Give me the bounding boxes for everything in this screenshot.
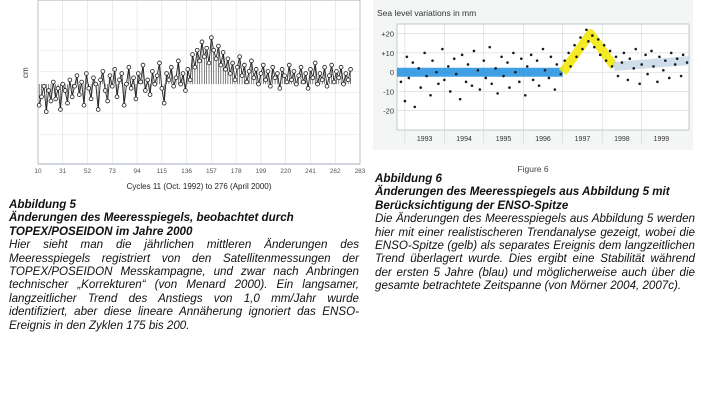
chart-6-point xyxy=(609,50,612,53)
chart-6-point xyxy=(455,73,458,76)
figure-5-title: Änderungen des Meeresspiegels, beobachtet durch TOPEX/POSEIDON im Jahre 2000 xyxy=(9,211,294,238)
chart-5-x-tick-label: 199 xyxy=(255,168,267,175)
chart-5-point xyxy=(158,61,162,65)
chart-6-point xyxy=(668,77,671,80)
chart-5-point xyxy=(54,97,58,101)
chart-6-plot-area xyxy=(397,24,689,130)
chart-6-y-tick-label: 0 xyxy=(389,68,394,78)
chart-5-point xyxy=(176,59,180,63)
chart-5-point xyxy=(143,89,147,93)
chart-5-x-tick-label: 52 xyxy=(83,168,92,175)
chart-6-point xyxy=(411,61,414,64)
chart-6-point xyxy=(508,86,511,89)
chart-5-point xyxy=(101,70,105,74)
figure-5-chart xyxy=(21,0,366,195)
chart-6-point xyxy=(611,65,614,68)
chart-5-point xyxy=(200,40,204,44)
chart-5-point xyxy=(250,59,254,63)
chart-5-point xyxy=(325,84,329,88)
chart-5-point xyxy=(160,86,164,90)
chart-5-point xyxy=(287,63,291,67)
chart-5-point xyxy=(165,72,169,76)
chart-5-point xyxy=(195,48,199,52)
chart-6-point xyxy=(536,59,539,62)
chart-6-x-tick-label: 1996 xyxy=(535,136,551,143)
chart-6-point xyxy=(425,75,428,78)
chart-5-point xyxy=(233,78,237,82)
chart-6-point xyxy=(437,82,440,85)
chart-5-point xyxy=(103,89,107,93)
chart-6-point xyxy=(406,55,409,58)
chart-5-point xyxy=(110,84,114,88)
chart-5-point xyxy=(337,76,341,80)
chart-5-point xyxy=(306,86,310,90)
chart-6-point xyxy=(575,55,578,58)
chart-6-x-tick-label: 1994 xyxy=(456,136,472,143)
chart-6-point xyxy=(431,59,434,62)
chart-6-point xyxy=(532,79,535,82)
chart-6-point xyxy=(563,59,566,62)
chart-5-point xyxy=(332,80,336,84)
chart-5-point xyxy=(94,82,98,86)
chart-6-point xyxy=(674,63,677,66)
chart-5-point xyxy=(42,84,46,88)
chart-5-point xyxy=(278,86,282,90)
chart-5-point xyxy=(167,78,171,82)
chart-6-y-tick-label: -10 xyxy=(383,87,394,97)
chart-5-point xyxy=(301,80,305,84)
chart-5-point xyxy=(113,67,117,71)
chart-6-point xyxy=(443,79,446,82)
chart-6-point xyxy=(467,63,470,66)
chart-5-point xyxy=(330,63,334,67)
chart-6-point xyxy=(404,100,407,103)
chart-5-point xyxy=(252,76,256,80)
chart-6-x-tick-label: 1999 xyxy=(653,136,670,143)
chart-6-point xyxy=(441,48,444,51)
chart-5-ylabel: cm xyxy=(21,67,30,78)
chart-6-point xyxy=(581,48,584,51)
chart-5-point xyxy=(127,65,131,69)
chart-6-point xyxy=(617,75,620,78)
chart-5-point xyxy=(323,65,327,69)
chart-5-point xyxy=(271,65,275,69)
chart-5-point xyxy=(115,95,119,99)
chart-5-point xyxy=(162,101,166,105)
chart-6-point xyxy=(417,67,420,70)
chart-5-point xyxy=(205,46,209,50)
chart-6-point xyxy=(506,61,509,64)
chart-5-point xyxy=(297,74,301,78)
chart-6-point xyxy=(670,52,673,55)
chart-5-point xyxy=(84,72,88,76)
chart-5-x-tick-label: 136 xyxy=(181,168,193,175)
chart-6-point xyxy=(664,59,667,62)
chart-6-point xyxy=(496,92,499,95)
chart-6-point xyxy=(490,82,493,85)
chart-5-point xyxy=(87,86,91,90)
chart-6-point xyxy=(423,52,426,55)
chart-6-point xyxy=(429,94,432,97)
chart-5-point xyxy=(254,67,258,71)
chart-6-point xyxy=(461,54,464,57)
chart-5-point xyxy=(276,72,280,76)
chart-6-y-tick-label: +10 xyxy=(381,48,394,58)
chart-5-point xyxy=(224,67,228,71)
chart-5-point xyxy=(311,76,315,80)
chart-6-point xyxy=(494,67,497,70)
chart-5-point xyxy=(148,93,152,97)
chart-5-point xyxy=(134,97,138,101)
chart-5-point xyxy=(342,82,346,86)
chart-5-point xyxy=(259,72,263,76)
chart-5-point xyxy=(257,82,261,86)
chart-6-point xyxy=(559,73,562,76)
chart-5-point xyxy=(141,63,145,67)
chart-5-point xyxy=(153,82,157,86)
chart-6-y-tick-label: -20 xyxy=(383,106,394,116)
chart-5-x-tick-label: 115 xyxy=(156,168,168,175)
chart-6-point xyxy=(459,98,462,101)
chart-6-point xyxy=(526,65,529,68)
chart-6-point xyxy=(615,55,618,58)
chart-6-point xyxy=(605,59,608,62)
chart-5-point xyxy=(106,99,110,103)
chart-6-point xyxy=(518,81,521,84)
chart-5-point xyxy=(327,74,331,78)
chart-5-point xyxy=(264,78,268,82)
chart-5-point xyxy=(117,78,121,82)
chart-6-point xyxy=(465,81,468,84)
chart-6-point xyxy=(621,61,624,64)
chart-5-x-tick-label: 31 xyxy=(59,168,67,175)
chart-5-point xyxy=(151,70,155,74)
chart-5-x-tick-label: 178 xyxy=(230,168,242,175)
chart-5-point xyxy=(231,61,235,65)
chart-6-point xyxy=(682,54,685,57)
chart-5-point xyxy=(243,63,247,67)
chart-5-point xyxy=(77,93,81,97)
chart-6-x-tick-label: 1998 xyxy=(614,136,630,143)
chart-5-point xyxy=(40,95,44,99)
figure-6-chart xyxy=(373,0,693,175)
chart-5-point xyxy=(172,84,176,88)
chart-5-point xyxy=(122,103,126,107)
chart-6-x-tick-label: 1997 xyxy=(574,136,591,143)
figure-6-caption xyxy=(375,172,695,293)
chart-5-point xyxy=(184,89,188,93)
chart-6-point xyxy=(573,44,576,47)
chart-6-point xyxy=(640,63,643,66)
chart-5-point xyxy=(209,36,213,40)
chart-5-point xyxy=(240,74,244,78)
figure-6-number: Abbildung 6 xyxy=(375,172,442,185)
chart-5-point xyxy=(313,61,317,65)
chart-5-point xyxy=(61,82,65,86)
chart-5-point xyxy=(207,61,211,65)
chart-5-xlabel: Cycles 11 (Oct. 1992) to 276 (April 2000) xyxy=(126,182,272,191)
chart-5-point xyxy=(217,44,221,48)
figure-5-caption xyxy=(9,198,359,332)
chart-6-point xyxy=(658,55,661,58)
chart-6-point xyxy=(686,61,689,64)
chart-5-point xyxy=(51,80,55,84)
chart-5-point xyxy=(174,76,178,80)
chart-5-x-tick-label: 262 xyxy=(329,168,341,175)
chart-6-point xyxy=(419,86,422,89)
chart-6-point xyxy=(579,36,582,39)
chart-5-point xyxy=(309,67,313,71)
chart-6-point xyxy=(662,69,665,72)
chart-5-point xyxy=(266,70,270,74)
chart-5-point xyxy=(49,99,53,103)
chart-5-point xyxy=(226,57,230,61)
chart-5-point xyxy=(299,65,303,69)
chart-5-point xyxy=(169,65,173,69)
chart-5-point xyxy=(47,89,51,93)
chart-5-point xyxy=(221,51,225,55)
chart-5-point xyxy=(214,57,218,61)
chart-5-point xyxy=(247,70,251,74)
chart-6-y-tick-label: +20 xyxy=(381,29,394,39)
chart-5-point xyxy=(146,78,150,82)
chart-5-point xyxy=(318,72,322,76)
chart-5-point xyxy=(193,65,197,69)
chart-5-point xyxy=(56,86,60,90)
figure-6-body: Die Änderungen des Meeresspiegels aus Abbildung 5 werden hier mit einer realistischeren Trendanalyse gezeigt, wobei die ENSO-Spitze (gelb) als separates Ereignis dem langzeitlichen Trend überlagert wurde. Dies ergibt eine Stabilität während der ersten 5 Jahre (blau) und möglicherweise auch über die gesamte betrachtete Zeitspanne (von Mörner 2004, 2007c). xyxy=(375,212,695,293)
chart-6-point xyxy=(676,57,679,60)
chart-5-point xyxy=(198,59,202,63)
chart-6-point xyxy=(627,79,630,82)
figure-6-title: Änderungen des Meeresspiegels aus Abbildung 5 mit Berücksichtigung der ENSO-Spitze xyxy=(375,185,670,212)
chart-6-point xyxy=(646,73,649,76)
chart-6-point xyxy=(650,50,653,53)
chart-6-point xyxy=(632,67,635,70)
chart-5-point xyxy=(66,101,70,105)
chart-6-x-tick-label: 1993 xyxy=(416,136,433,143)
chart-6-point xyxy=(447,65,450,68)
chart-5-x-tick-label: 220 xyxy=(280,168,292,175)
chart-5-point xyxy=(139,80,143,84)
chart-5-point xyxy=(212,48,216,52)
chart-5-x-tick-label: 157 xyxy=(205,168,217,175)
chart-5-point xyxy=(37,103,41,107)
chart-6-point xyxy=(477,69,480,72)
chart-6-point xyxy=(514,71,517,74)
chart-5-point xyxy=(191,53,195,57)
chart-5-point xyxy=(92,76,96,80)
chart-5-point xyxy=(80,80,84,84)
chart-6-trend-trend xyxy=(614,61,689,67)
chart-5-point xyxy=(59,108,63,112)
chart-6-point xyxy=(408,77,411,80)
chart-5-point xyxy=(344,72,348,76)
chart-6-point xyxy=(453,57,456,60)
chart-6-point xyxy=(413,106,416,109)
chart-6-point xyxy=(634,48,637,51)
chart-5-point xyxy=(44,110,48,114)
chart-6-point xyxy=(479,88,482,91)
chart-5-point xyxy=(82,103,86,107)
chart-6-point xyxy=(623,52,626,55)
chart-5-point xyxy=(179,82,183,86)
chart-6-point xyxy=(556,63,559,66)
chart-6-point xyxy=(473,50,476,53)
chart-5-point xyxy=(238,55,242,59)
chart-6-point xyxy=(538,84,541,87)
chart-5-point xyxy=(202,55,206,59)
chart-5-point xyxy=(280,67,284,71)
chart-5-x-tick-label: 94 xyxy=(133,168,141,175)
chart-5-point xyxy=(68,78,72,82)
chart-5-x-tick-label: 10 xyxy=(34,168,42,175)
chart-6-point xyxy=(488,46,491,49)
chart-6-point xyxy=(593,46,596,49)
chart-5-point xyxy=(335,70,339,74)
chart-6-point xyxy=(569,65,572,68)
chart-5-point xyxy=(73,84,77,88)
chart-6-point xyxy=(638,82,641,85)
chart-5-x-tick-label: 241 xyxy=(305,168,316,175)
chart-6-point xyxy=(471,84,474,87)
chart-5-point xyxy=(304,72,308,76)
chart-6-point xyxy=(591,34,594,37)
chart-5-point xyxy=(228,72,232,76)
chart-5-point xyxy=(245,80,249,84)
chart-6-point xyxy=(550,55,553,58)
chart-5-point xyxy=(75,74,79,78)
chart-5-point xyxy=(320,78,324,82)
chart-5-point xyxy=(181,72,185,76)
chart-5-x-tick-label: 283 xyxy=(354,168,366,175)
chart-6-point xyxy=(603,44,606,47)
chart-5-point xyxy=(339,65,343,69)
chart-5-point xyxy=(188,78,192,82)
chart-6-point xyxy=(599,54,602,57)
chart-5-point xyxy=(129,86,133,90)
chart-6-title: Sea level variations in mm xyxy=(377,8,477,18)
chart-6-point xyxy=(512,52,515,55)
chart-6-point xyxy=(400,81,403,84)
chart-6-point xyxy=(652,65,655,68)
chart-6-point xyxy=(554,88,557,91)
chart-5-point xyxy=(349,67,353,71)
chart-5-point xyxy=(89,97,93,101)
figure-5-body: Hier sieht man die jährlichen mittleren Änderungen des Meeresspiegels registriert von den Satellitenmessungen der TOPEX/POSEIDON Messkampagne, und zwar nach Anbringen technischer „Korrekturen“ (von Menard 2000). Ein langsamer, langzeitlicher Trend des Anstiegs von 1,0 mm/Jahr wurde identifiziert, aber diese lineare Annäherung ignoriert das ENSO-Ereignis in den Zyklen 175 bis 200. xyxy=(9,238,359,332)
chart-5-point xyxy=(273,76,277,80)
chart-5-x-tick-label: 73 xyxy=(108,168,116,175)
chart-6-point xyxy=(524,94,527,97)
chart-6-point xyxy=(483,59,486,62)
chart-6-point xyxy=(567,52,570,55)
chart-6-x-tick-label: 1995 xyxy=(495,136,512,143)
chart-6-point xyxy=(644,54,647,57)
chart-5-point xyxy=(125,82,129,86)
chart-5-point xyxy=(290,78,294,82)
chart-5-point xyxy=(268,84,272,88)
chart-5-point xyxy=(294,82,298,86)
chart-5-point xyxy=(120,72,124,76)
chart-5-point xyxy=(136,72,140,76)
chart-6-point xyxy=(680,75,683,78)
chart-6-point xyxy=(585,28,588,31)
chart-5-point xyxy=(285,80,289,84)
chart-6-point xyxy=(449,90,452,93)
chart-5-point xyxy=(186,67,190,71)
chart-6-point xyxy=(520,57,523,60)
chart-5-point xyxy=(63,89,67,93)
chart-6-point xyxy=(530,54,533,57)
chart-5-point xyxy=(292,70,296,74)
chart-6-point xyxy=(656,81,659,84)
chart-6-point xyxy=(484,77,487,80)
chart-5-point xyxy=(235,65,239,69)
chart-5-point xyxy=(132,76,136,80)
chart-5-point xyxy=(283,74,287,78)
chart-6-footer: Figure 6 xyxy=(517,164,549,174)
chart-6-point xyxy=(629,57,632,60)
chart-6-point xyxy=(597,38,600,41)
chart-6-point xyxy=(502,75,505,78)
chart-6-point xyxy=(435,71,438,74)
chart-5-point xyxy=(346,78,350,82)
chart-5-point xyxy=(99,78,103,82)
chart-5-point xyxy=(219,63,223,67)
chart-6-point xyxy=(500,55,503,58)
chart-6-point xyxy=(544,69,547,72)
chart-5-point xyxy=(108,74,112,78)
chart-5-point xyxy=(155,74,159,78)
chart-5-point xyxy=(70,95,74,99)
figure-5-number: Abbildung 5 xyxy=(9,198,76,211)
chart-6-point xyxy=(542,48,545,51)
chart-6-point xyxy=(587,40,590,43)
chart-5-point xyxy=(316,82,320,86)
chart-5-point xyxy=(261,63,265,67)
chart-6-point xyxy=(548,77,551,80)
chart-5-point xyxy=(96,108,100,112)
